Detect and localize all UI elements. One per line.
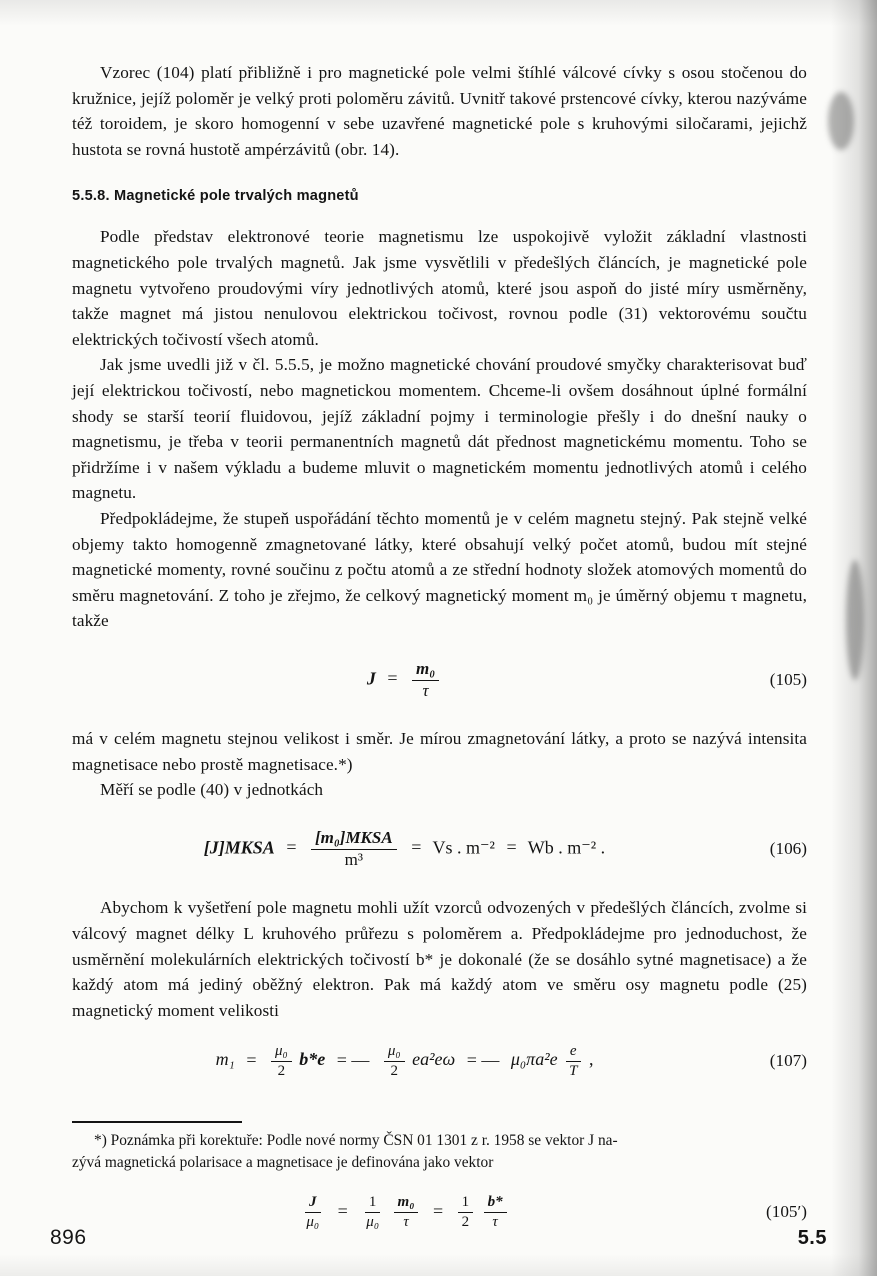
scan-blemish <box>846 560 864 680</box>
equation-105prime-mid-numerator: 1 <box>365 1194 381 1213</box>
equation-105prime-lhs-denominator: μ₀ <box>306 1213 320 1230</box>
paragraph-4: má v celém magnetu stejnou velikost i směr. Je mírou zmagnetování látky, a proto se nazývá intensita magnetisace nebo prostě magnetisace.*) <box>72 729 807 774</box>
footnote-divider <box>72 1121 242 1122</box>
section-heading: 5.5.8. Magnetické pole trvalých magnetů <box>72 188 359 205</box>
page-footer <box>50 1226 827 1250</box>
equation-106 <box>72 829 807 869</box>
equation-105-numerator: m₀ <box>412 660 439 681</box>
equation-105prime-r-denominator: 2 <box>461 1213 470 1230</box>
scan-shadow-top <box>0 0 877 26</box>
equation-105-lhs: J <box>366 668 376 689</box>
equation-106-rhs-2: Wb . m⁻² . <box>527 837 606 858</box>
equation-106-number: (106) <box>769 839 807 859</box>
equation-105prime-mid2-denominator: τ <box>403 1213 409 1230</box>
equation-107 <box>72 1043 807 1079</box>
scan-shadow-right <box>831 0 877 1276</box>
equation-107-term1-symbol: b*e <box>299 1049 326 1070</box>
equation-107-fraction-3 <box>565 1043 581 1079</box>
equation-105-fraction <box>412 660 439 700</box>
equation-107-fraction-1 <box>271 1043 292 1079</box>
equation-105-relation: = <box>387 668 398 689</box>
equation-106-relation-3: = <box>506 837 517 858</box>
equation-107-relation-1: = <box>246 1049 257 1070</box>
paragraph-3: Předpokládejme, že stupeň uspořádání těchto momentů je v celém magnetu stejný. Pak stejně velké objemy takto homogenně zmagnetované látky, které obsahují velký počet atomů, budou mít stejné magnetické momenty, rovné součinu z počtu atomů a ze střední hodnoty složek atomových momentů do směru magnetování. Z toho je zřejmo, že celkový magnetický moment m₀ je úměrný objemu τ magnetu, takže <box>72 508 807 631</box>
equation-107-relation-2: = — <box>336 1049 370 1070</box>
equation-106-body <box>72 829 737 869</box>
equation-107-term2-denominator: 2 <box>390 1062 399 1079</box>
equation-107-lhs: m₁ <box>215 1049 235 1070</box>
equation-107-term3-numerator: e <box>566 1043 581 1062</box>
equation-105prime-r2-denominator: τ <box>492 1213 498 1230</box>
equation-107-term3-symbol: μ₀πa²e <box>510 1049 558 1070</box>
equation-107-body <box>72 1043 737 1079</box>
equation-106-fraction <box>311 829 397 869</box>
footnote-line-1: *) Poznámka při korektuře: Podle nové normy ČSN 01 1301 z r. 1958 se vektor J na- <box>94 1131 618 1149</box>
paragraph-2: Jak jsme uvedli již v čl. 5.5.5, je možno magnetické chování proudové smyčky charakterisovat buď její elektrickou točivostí, nebo magnetickou momentem. Chceme-li ovšem dosáhnout úplné formální shody se starší teorií fluidovou, jejíž základní pojmy i terminologie přešly i do dnešní nauky o magnetismu, je třeba v teorii permanentních magnetů dát přednost magnetickému momentu. Toho se přidržíme i v našem výkladu a budeme mluvit o magnetickém momentu jednotlivých atomů i celého magnetu. <box>72 355 807 503</box>
scan-blemish <box>828 92 854 150</box>
equation-105prime-r2-numerator: b* <box>484 1194 507 1213</box>
equation-107-number: (107) <box>769 1051 807 1071</box>
equation-106-numerator: [m₀]MKSA <box>311 829 397 850</box>
equation-107-fraction-2 <box>384 1043 405 1079</box>
page-content <box>72 60 807 1230</box>
equation-107-term3-denominator: T <box>569 1062 578 1079</box>
equation-106-denominator: m³ <box>344 849 363 869</box>
equation-106-rhs-1: Vs . m⁻² <box>432 837 495 858</box>
running-head: 5.5 <box>797 1227 827 1249</box>
equation-107-relation-3: = — <box>466 1049 500 1070</box>
equation-105-denominator: τ <box>422 680 429 700</box>
paragraph-5: Měří se podle (40) v jednotkách <box>100 780 324 800</box>
equation-107-comma: , <box>588 1049 594 1070</box>
footnote-line-2: zývá magnetická polarisace a magnetisace je definována jako vektor <box>72 1154 494 1172</box>
equation-105prime-r-numerator: 1 <box>458 1194 474 1213</box>
equation-106-relation: = <box>286 837 297 858</box>
equation-105-body <box>72 660 737 700</box>
equation-105prime-relation-2: = <box>432 1200 444 1221</box>
equation-105prime-mid2-numerator: m₀ <box>394 1194 419 1213</box>
paragraph-intro: Vzorec (104) platí přibližně i pro magnetické pole velmi štíhlé válcové cívky s osou stočenou do kružnice, jejíž poloměr je velký proti poloměru závitů. Uvnitř takové prstencové cívky, kterou nazýváme též toroidem, je skoro homogenní v sebe uzavřené magnetické pole s kruhovými siločarami, jejichž hustota se rovná hustotě ampérzávitů (obr. 14). <box>72 63 807 159</box>
scan-shadow-bottom <box>0 1254 877 1276</box>
equation-105prime-mid-denominator: μ₀ <box>366 1213 380 1230</box>
equation-105prime-relation-1: = <box>337 1200 348 1221</box>
equation-107-term1-denominator: 2 <box>277 1062 286 1079</box>
paragraph-1: Podle představ elektronové teorie magnetismu lze uspokojivě vyložit základní vlastnosti magnetického pole trvalých magnetů. Jak jsme vysvětlili v předešlých článcích, je magnetické pole magnetu vytvořeno proudovými víry jednotlivých atomů, které jsou aspoň do jisté míry usměrněny, takže magnet má jistou nenulovou elektrickou točivost, rovnou podle (31) vektorovému součtu elektrických točivostí všech atomů. <box>72 227 807 349</box>
equation-107-term2-symbol: ea²eω <box>412 1049 456 1070</box>
equation-106-lhs: [J]MKSA <box>203 837 275 858</box>
equation-105 <box>72 660 807 700</box>
equation-107-term2-numerator: μ₀ <box>384 1043 405 1062</box>
equation-105-number: (105) <box>769 670 807 690</box>
paragraph-6: Abychom k vyšetření pole magnetu mohli užít vzorců odvozených v předešlých článcích, zvolme si válcový magnet délky L kruhového průřezu s poloměrem a. Předpokládejme pro jednoduchost, že usměrnění molekulárních elektrických točivostí b* je dokonalé (že se dosáhlo sytné magnetisace) a že každý atom má jediný oběžný elektron. Pak má každý atom ve směru osy magnetu podle (25) magnetický moment velikosti <box>72 898 807 1020</box>
equation-107-term1-numerator: μ₀ <box>271 1043 292 1062</box>
page-number: 896 <box>50 1226 87 1249</box>
equation-105prime-lhs-numerator: J <box>305 1194 321 1213</box>
equation-106-relation-2: = <box>411 837 422 858</box>
equation-105-prime-number: (105′) <box>766 1202 807 1222</box>
